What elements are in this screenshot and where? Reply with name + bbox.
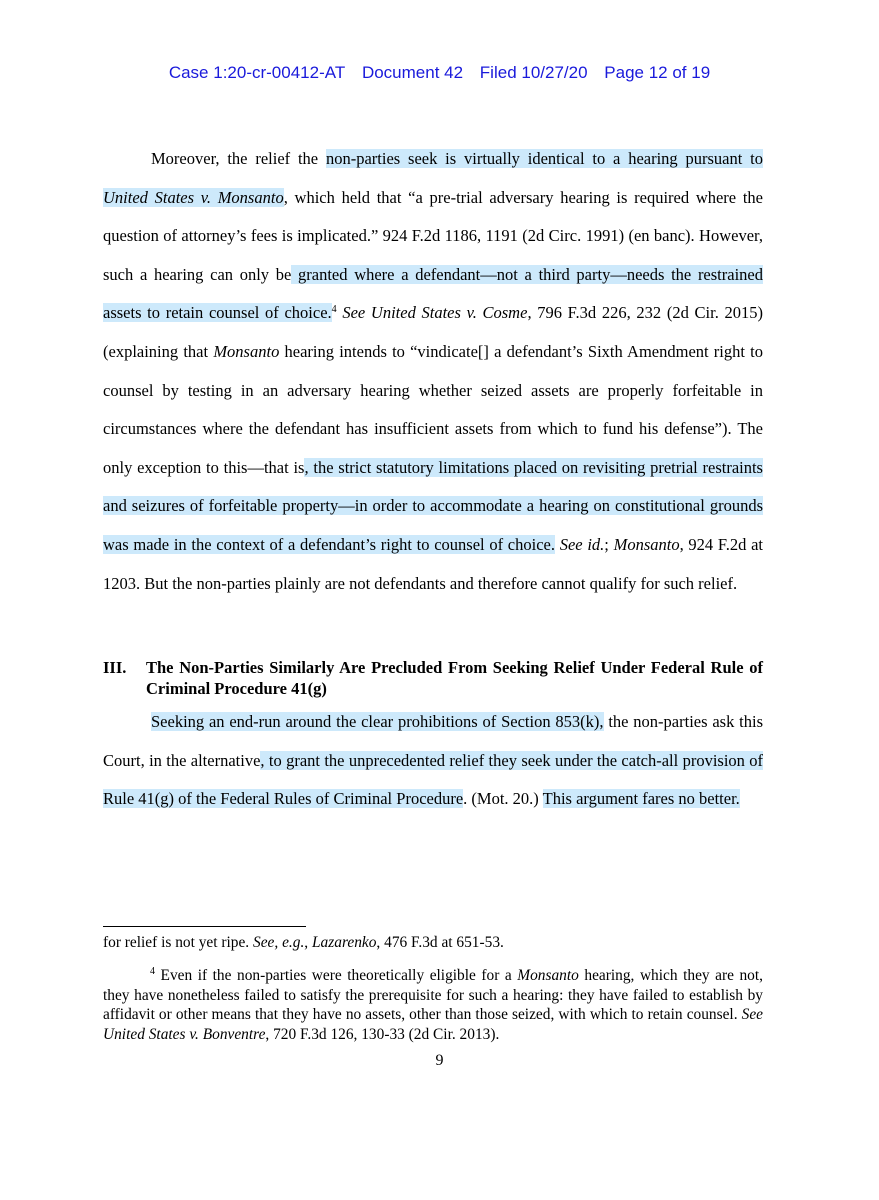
text-span: , 924 F.2d at 1203. But the non-parties plainly are not defendants and therefore cannot qualify for such relief.	[103, 534, 764, 593]
citation-signal: See, e.g.	[253, 934, 305, 951]
highlight-span: , to grant the unprecedented relief they seek under the catch-all provision of Rule 41(g) of the Federal Rules of Criminal Procedure	[103, 750, 764, 809]
text-span: hearing intends to “vindicate[] a defendant’s Sixth Amendment right to counsel by testing in an adversary hearing whether seized assets are properly forfeitable in circumstances where the defendant has insufficient assets from which to fund his defense”). The only exception to this—that is	[103, 341, 764, 477]
text-span: , which held that “a pre-trial adversary hearing is required where the question of attorney’s fees is implicated.” 924 F.2d 1186, 1191 (2d Circ. 1991) (en banc). However, such a hearing can only be	[103, 187, 763, 284]
highlight-span: This argument fares no better.	[542, 789, 740, 809]
text-span: hearing, which they are not, they have nonetheless failed to satisfy the prerequisite for such a hearing: they have failed to establish by affidavit or other means that they have no assets, other than those seized, with which to retain counsel.	[103, 967, 763, 1023]
case-citation: See United States v. Bonventre	[103, 1006, 763, 1043]
case-name: Lazarenko	[312, 934, 377, 951]
text-span: the non-parties ask this Court, in the alternative	[103, 712, 763, 770]
footnote-4	[103, 966, 763, 1044]
footnote-ref[interactable]: 4	[331, 304, 337, 316]
case-citation: See United States v. Cosme	[342, 303, 528, 323]
citation-signal: See id.	[559, 534, 605, 554]
highlight-span: non-parties seek is virtually identical to a hearing pursuant to	[325, 149, 763, 168]
footnote-divider	[103, 926, 306, 927]
highlight-span: Seeking an end-run around the clear prohibitions of Section 853(k),	[151, 712, 604, 731]
case-name: Monsanto	[613, 534, 680, 554]
text-span: , 476 F.3d at 651-53.	[376, 934, 504, 951]
paragraph-rule-41g	[103, 703, 763, 819]
case-name: Monsanto	[517, 967, 579, 984]
page-indicator: Page 12 of 19	[604, 63, 711, 82]
footnote-continuation	[103, 933, 763, 953]
text-span: , 796 F.3d 226, 232 (2d Cir. 2015) (explaining that	[103, 303, 763, 361]
case-number: Case 1:20-cr-00412-AT	[168, 63, 346, 82]
highlight-span: , the strict statutory limitations placed on revisiting pretrial restraints and seizures of forfeitable property—in order to accommodate a hearing on constitutional grounds was made in the context of a defendant’s right to counsel of choice.	[103, 457, 763, 554]
text-span: , 720 F.3d 126, 130-33 (2d Cir. 2013).	[265, 1025, 500, 1043]
highlight-span: granted where a defendant—not a third party—needs the restrained assets to retain counsel of choice.	[103, 264, 763, 323]
footnote-number: 4	[150, 966, 155, 977]
text-span: Even if the non-parties were theoretically eligible for a	[155, 967, 518, 984]
page-number: 9	[435, 1052, 444, 1069]
filed-date: Filed 10/27/20	[479, 63, 588, 82]
text-span: ,	[304, 934, 312, 951]
section-number: III.	[103, 658, 127, 677]
document-number: Document 42	[361, 63, 464, 82]
case-citation: United States v. Monsanto	[103, 187, 284, 207]
text-span: . (Mot. 20.)	[463, 789, 543, 809]
ecf-header	[0, 63, 879, 83]
text-span: ;	[604, 534, 614, 554]
section-title: The Non-Parties Similarly Are Precluded From Seeking Relief Under Federal Rule of Criminal Procedure 41(g)	[146, 658, 763, 698]
text-span: for relief is not yet ripe.	[103, 934, 254, 951]
text-span: Moreover, the relief the	[151, 149, 326, 168]
paragraph-monsanto	[103, 140, 763, 603]
case-name: Monsanto	[213, 341, 280, 361]
section-heading	[103, 657, 763, 699]
